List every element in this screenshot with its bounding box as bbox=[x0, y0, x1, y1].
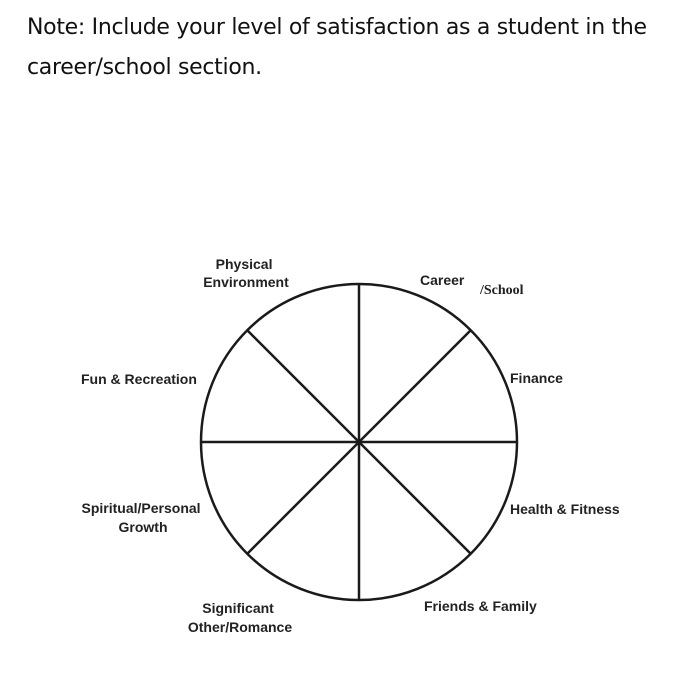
label-line: Growth bbox=[118, 519, 168, 535]
segment-label-spiritual-growth bbox=[82, 500, 205, 535]
segment-label-friends-family: Friends & Family bbox=[424, 598, 537, 614]
note-line-2: career/school section. bbox=[27, 55, 262, 80]
segment-label-school: /School bbox=[480, 283, 524, 298]
label-line: Spiritual/Personal bbox=[81, 500, 201, 516]
segment-label-career: Career bbox=[420, 272, 465, 288]
label-line: Other/Romance bbox=[187, 619, 293, 635]
note-line-1: Note: Include your level of satisfaction as a student in the bbox=[27, 15, 647, 40]
wheel-graphic bbox=[201, 284, 517, 600]
segment-label-finance: Finance bbox=[510, 370, 563, 386]
label-line: Significant bbox=[202, 600, 274, 616]
segment-label-physical-environment bbox=[203, 256, 289, 290]
segment-label-fun-recreation: Fun & Recreation bbox=[81, 371, 197, 387]
segment-label-health-fitness: Health & Fitness bbox=[510, 501, 620, 517]
segment-label-significant-other bbox=[188, 600, 292, 635]
label-line: Physical bbox=[215, 256, 273, 272]
label-line: Environment bbox=[203, 274, 289, 290]
